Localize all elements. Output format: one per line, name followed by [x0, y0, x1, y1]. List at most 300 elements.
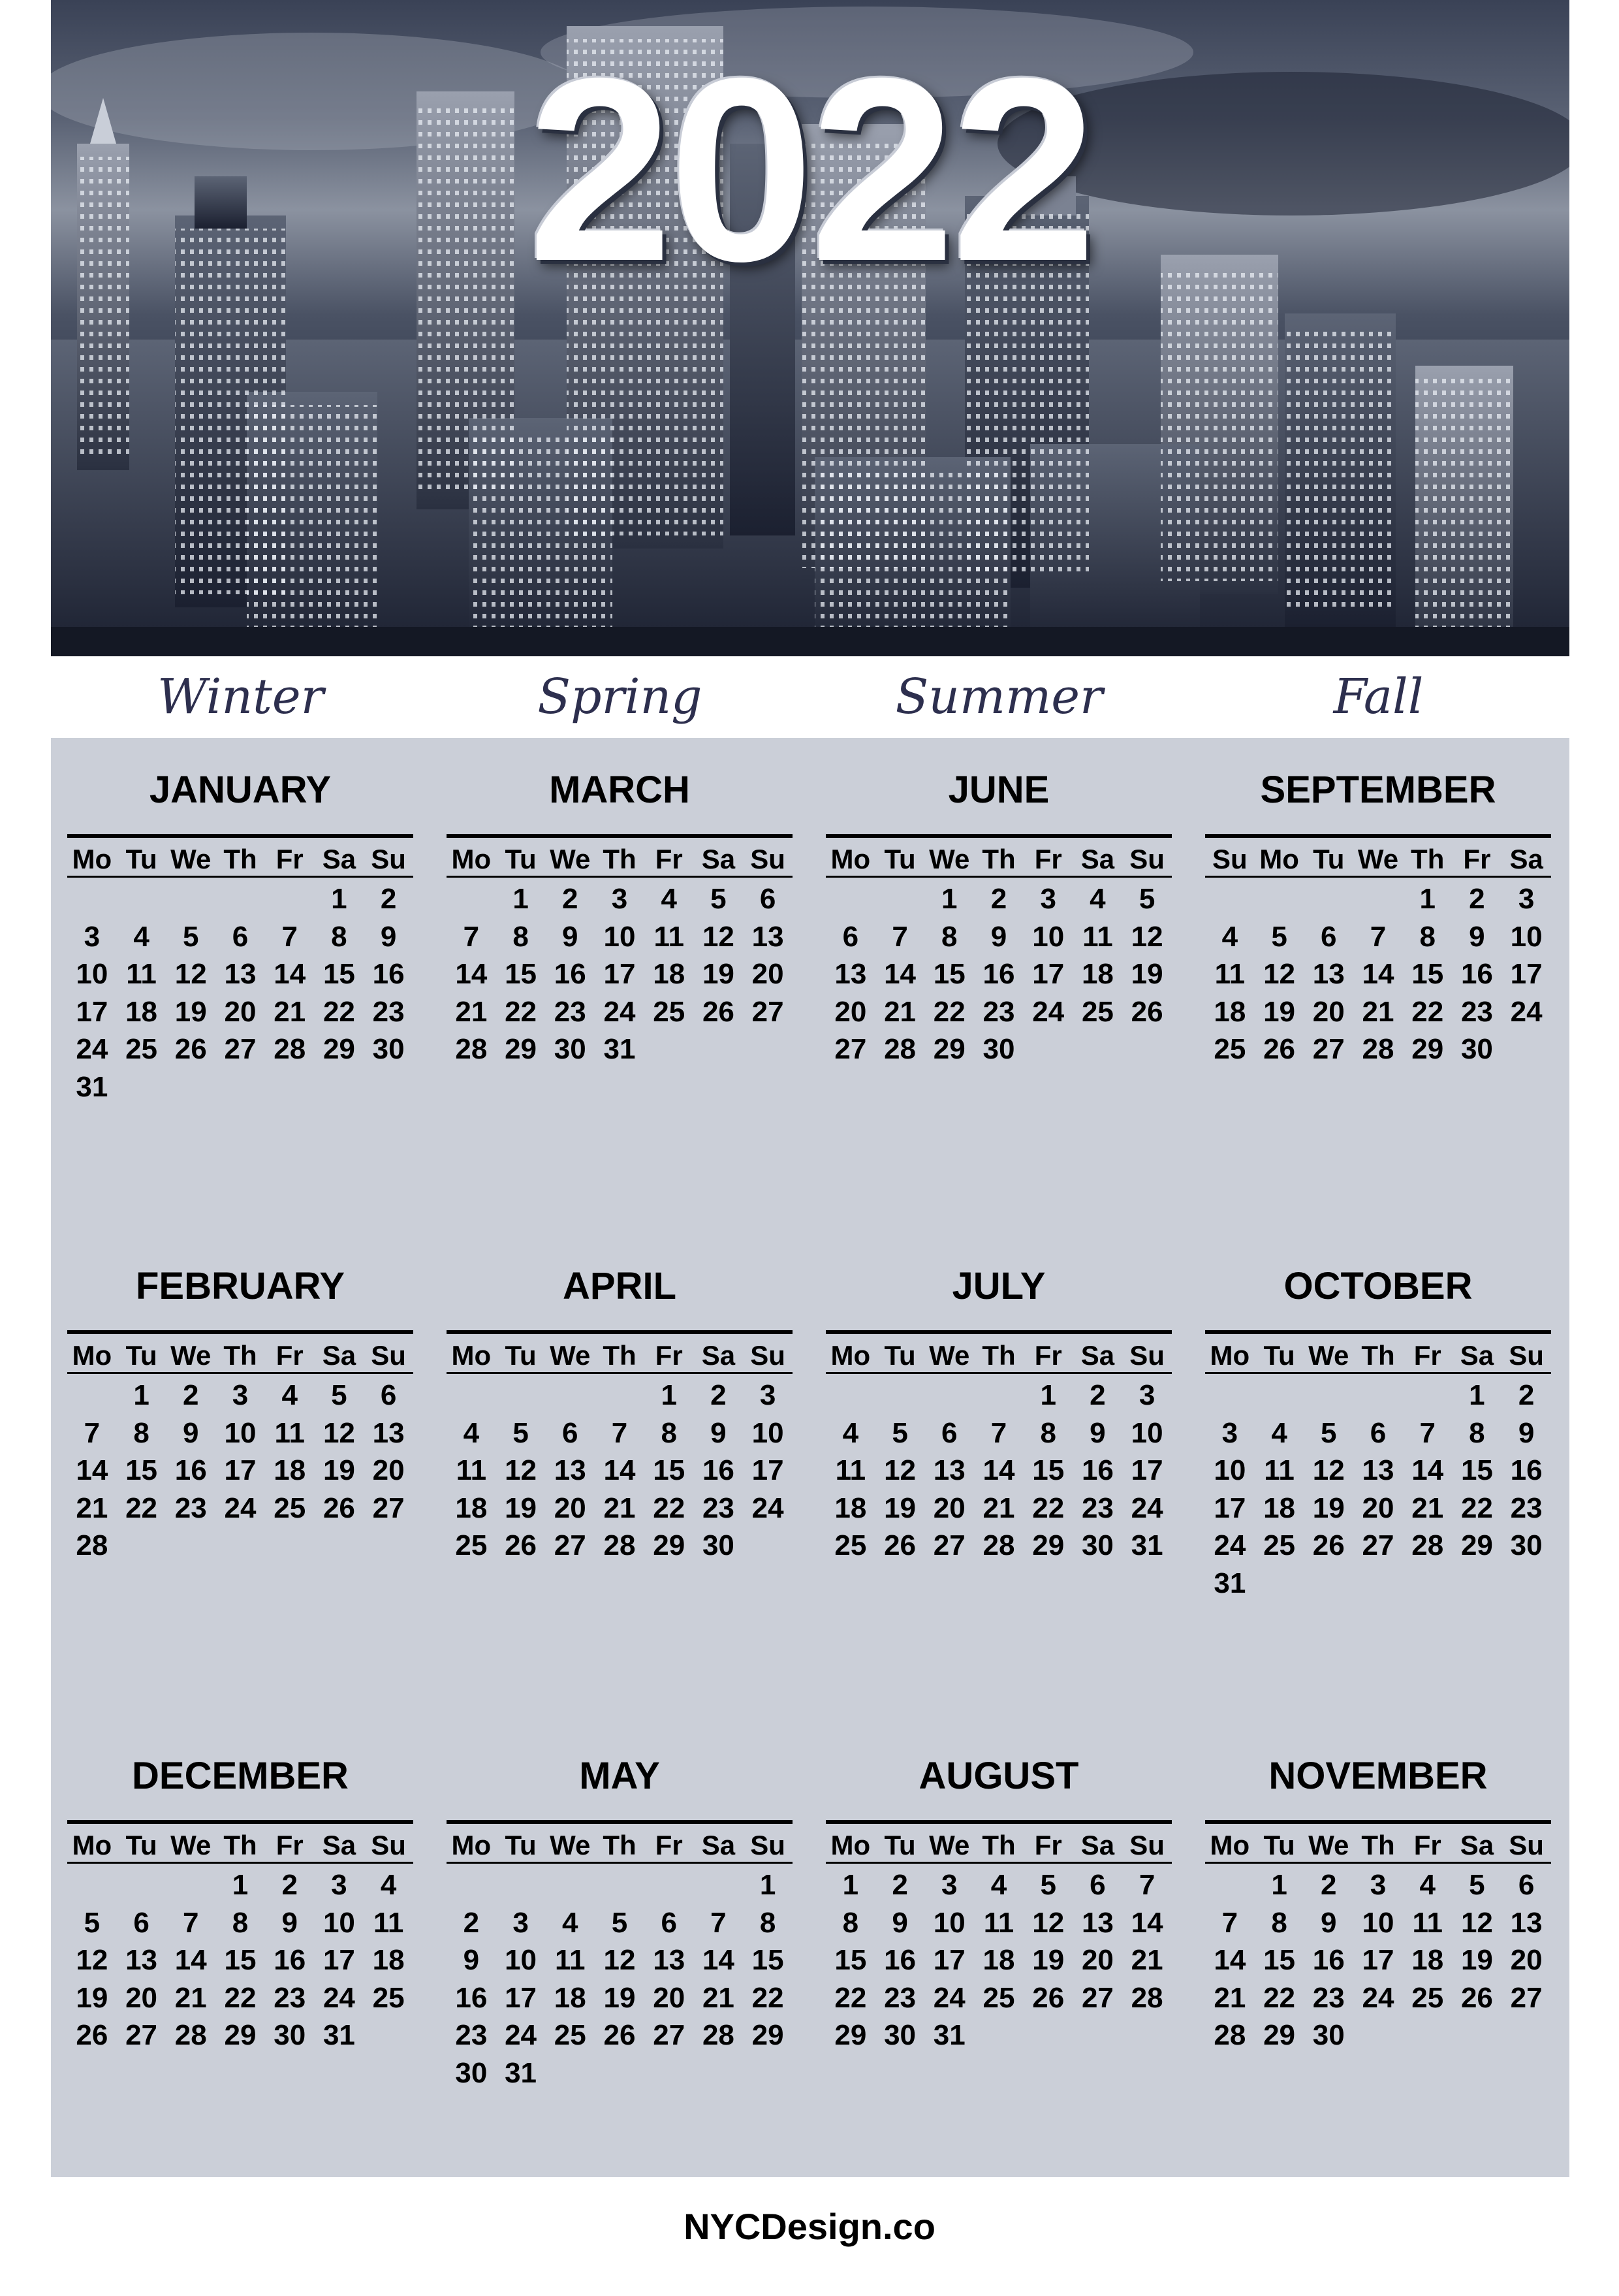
day-cell: 3	[611, 883, 628, 915]
day-cell: 30	[1312, 2019, 1345, 2051]
weekday-label: Mo	[72, 1830, 112, 1860]
day-grid	[447, 1377, 793, 1565]
day-cell: 26	[174, 1033, 207, 1065]
day-cell: 3	[1221, 1416, 1238, 1449]
weekday-label: Tu	[125, 844, 157, 874]
weekday-label: Su	[1509, 1340, 1544, 1371]
day-cell: 11	[653, 920, 684, 953]
day-cell: 3	[232, 1379, 249, 1411]
day-cell: 3	[1518, 883, 1535, 915]
day-cell: 31	[322, 2019, 355, 2051]
day-cell: 12	[1131, 920, 1163, 953]
day-cell: 26	[322, 1491, 355, 1524]
day-cell: 18	[1411, 1944, 1444, 1976]
day-cell: 28	[603, 1529, 636, 1561]
day-cell: 9	[463, 1944, 480, 1976]
month-december	[67, 1753, 413, 2054]
empty-day-cell	[166, 880, 215, 918]
day-cell: 7	[1139, 1869, 1155, 1901]
weekday-label: Mo	[830, 844, 871, 874]
day-cell: 6	[232, 920, 249, 953]
empty-day-cell	[67, 1377, 117, 1414]
day-cell: 18	[834, 1491, 867, 1524]
day-cell: 4	[562, 1906, 578, 1939]
day-cell: 29	[933, 1033, 966, 1065]
weekday-label: Fr	[655, 1830, 683, 1860]
day-cell: 15	[1411, 958, 1444, 990]
empty-day-cell	[1403, 1377, 1453, 1414]
day-cell: 8	[1469, 1416, 1485, 1449]
day-cell: 12	[505, 1454, 537, 1486]
day-cell: 24	[603, 995, 636, 1028]
day-cell: 19	[505, 1491, 537, 1524]
weekday-label: Fr	[655, 1340, 683, 1371]
day-cell: 19	[1032, 1944, 1065, 1976]
day-cell: 12	[1032, 1906, 1065, 1939]
day-grid	[826, 1377, 1172, 1565]
day-grid	[447, 880, 793, 1068]
weekday-label: Fr	[275, 1340, 304, 1371]
day-cell: 6	[1321, 920, 1337, 953]
day-cell: 25	[372, 1981, 405, 2014]
day-cell: 1	[759, 1869, 776, 1901]
day-cell: 22	[653, 1491, 685, 1524]
day-cell: 14	[1362, 958, 1394, 990]
day-cell: 14	[884, 958, 917, 990]
day-cell: 7	[1419, 1416, 1436, 1449]
day-cell: 7	[183, 1906, 199, 1939]
weekday-label: Tu	[125, 1340, 157, 1371]
day-cell: 25	[1214, 1033, 1246, 1065]
day-cell: 29	[751, 2019, 784, 2051]
day-cell: 18	[372, 1944, 405, 1976]
day-cell: 26	[603, 2019, 636, 2051]
day-cell: 5	[611, 1906, 628, 1939]
day-cell: 13	[224, 958, 257, 990]
month-name: MAY	[579, 1755, 660, 1797]
day-cell: 22	[1460, 1491, 1493, 1524]
day-cell: 3	[1040, 883, 1056, 915]
day-cell: 29	[322, 1033, 355, 1065]
weekday-label: Mo	[1210, 1340, 1250, 1371]
day-cell: 4	[1419, 1869, 1436, 1901]
day-cell: 26	[76, 2019, 108, 2051]
weekday-label: We	[1308, 1830, 1349, 1860]
weekday-label: Sa	[1460, 1830, 1494, 1860]
day-cell: 2	[990, 883, 1007, 915]
day-cell: 15	[653, 1454, 685, 1486]
day-cell: 9	[1469, 920, 1485, 953]
month-name: MARCH	[549, 769, 690, 811]
empty-day-cell	[447, 1866, 496, 1904]
weekday-label: Th	[982, 1830, 1016, 1860]
day-grid	[67, 1377, 413, 1565]
empty-day-cell	[595, 1866, 644, 1904]
weekday-label: We	[1308, 1340, 1349, 1371]
day-cell: 20	[1081, 1944, 1114, 1976]
day-cell: 15	[1263, 1944, 1296, 1976]
day-cell: 31	[603, 1033, 636, 1065]
weekday-label: Tu	[505, 1830, 537, 1860]
month-name: OCTOBER	[1283, 1265, 1473, 1307]
day-cell: 10	[505, 1944, 537, 1976]
day-cell: 29	[505, 1033, 537, 1065]
day-cell: 31	[1131, 1529, 1163, 1561]
day-cell: 29	[1032, 1529, 1065, 1561]
weekday-label: Sa	[322, 844, 356, 874]
day-cell: 5	[892, 1416, 908, 1449]
day-cell: 11	[456, 1454, 487, 1486]
weekday-header-row	[67, 1829, 413, 1864]
day-cell: 13	[933, 1454, 966, 1486]
day-cell: 20	[224, 995, 257, 1028]
month-divider	[67, 1330, 413, 1334]
day-cell: 14	[702, 1944, 734, 1976]
day-cell: 5	[1139, 883, 1155, 915]
day-cell: 25	[982, 1981, 1015, 2014]
day-cell: 20	[1312, 995, 1345, 1028]
day-cell: 27	[653, 2019, 685, 2051]
day-cell: 14	[1411, 1454, 1444, 1486]
weekday-label: Fr	[655, 844, 683, 874]
day-cell: 17	[1032, 958, 1065, 990]
empty-day-cell	[265, 880, 315, 918]
day-cell: 15	[1032, 1454, 1065, 1486]
day-cell: 4	[1221, 920, 1238, 953]
day-cell: 28	[1411, 1529, 1444, 1561]
day-cell: 15	[505, 958, 537, 990]
month-name: SEPTEMBER	[1260, 769, 1496, 811]
day-cell: 28	[455, 1033, 488, 1065]
day-cell: 28	[174, 2019, 207, 2051]
day-cell: 7	[1221, 1906, 1238, 1939]
day-cell: 4	[463, 1416, 480, 1449]
day-cell: 8	[759, 1906, 776, 1939]
day-cell: 12	[1460, 1906, 1493, 1939]
month-october	[1205, 1264, 1551, 1602]
day-cell: 3	[1370, 1869, 1387, 1901]
calendar-panel	[51, 738, 1569, 2177]
day-cell: 9	[1090, 1416, 1106, 1449]
day-cell: 30	[554, 1033, 586, 1065]
day-cell: 5	[1321, 1416, 1337, 1449]
day-cell: 7	[281, 920, 298, 953]
weekday-header-row	[826, 843, 1172, 878]
weekday-header-row	[1205, 843, 1551, 878]
day-cell: 9	[1321, 1906, 1337, 1939]
day-cell: 22	[505, 995, 537, 1028]
day-cell: 20	[653, 1981, 685, 2014]
day-cell: 25	[653, 995, 685, 1028]
empty-day-cell	[447, 880, 496, 918]
month-march	[447, 767, 793, 1068]
day-cell: 11	[983, 1906, 1014, 1939]
empty-day-cell	[215, 880, 265, 918]
day-cell: 6	[661, 1906, 677, 1939]
weekday-label: Su	[750, 1340, 785, 1371]
month-divider	[67, 1820, 413, 1824]
day-cell: 2	[183, 1379, 199, 1411]
day-cell: 16	[372, 958, 405, 990]
day-cell: 11	[1412, 1906, 1443, 1939]
day-cell: 1	[661, 1379, 677, 1411]
weekday-label: Sa	[1080, 844, 1115, 874]
day-cell: 15	[834, 1944, 867, 1976]
empty-day-cell	[1205, 880, 1255, 918]
day-cell: 11	[373, 1906, 404, 1939]
day-cell: 20	[1510, 1944, 1543, 1976]
day-cell: 14	[455, 958, 488, 990]
weekday-label: Tu	[1263, 1340, 1295, 1371]
day-cell: 15	[933, 958, 966, 990]
weekday-label: We	[1357, 844, 1399, 874]
day-cell: 19	[1263, 995, 1296, 1028]
day-cell: 9	[281, 1906, 298, 1939]
season-fall: Fall	[1333, 669, 1424, 725]
day-cell: 3	[512, 1906, 529, 1939]
day-cell: 30	[982, 1033, 1015, 1065]
day-cell: 22	[834, 1981, 867, 2014]
month-divider	[1205, 1820, 1551, 1824]
day-cell: 2	[1090, 1379, 1106, 1411]
month-name: JANUARY	[149, 769, 332, 811]
empty-day-cell	[1255, 1377, 1304, 1414]
day-cell: 12	[603, 1944, 636, 1976]
day-cell: 7	[463, 920, 480, 953]
day-cell: 14	[274, 958, 306, 990]
day-cell: 6	[1518, 1869, 1535, 1901]
month-august	[826, 1753, 1172, 2054]
day-cell: 8	[941, 920, 958, 953]
day-cell: 31	[933, 2019, 966, 2051]
day-cell: 19	[76, 1981, 108, 2014]
month-divider	[447, 834, 793, 838]
day-cell: 18	[653, 958, 685, 990]
day-cell: 16	[1312, 1944, 1345, 1976]
weekday-label: Su	[371, 844, 406, 874]
day-cell: 27	[834, 1033, 867, 1065]
day-cell: 5	[1271, 920, 1287, 953]
month-january	[67, 767, 413, 1106]
day-cell: 6	[562, 1416, 578, 1449]
season-spring: Spring	[537, 669, 702, 725]
day-cell: 3	[941, 1869, 958, 1901]
season-labels	[51, 656, 1569, 738]
weekday-header-row	[826, 1339, 1172, 1374]
day-cell: 23	[702, 1491, 734, 1524]
empty-day-cell	[974, 1377, 1024, 1414]
day-cell: 14	[603, 1454, 636, 1486]
day-cell: 27	[554, 1529, 586, 1561]
day-cell: 22	[1032, 1491, 1065, 1524]
weekday-header-row	[447, 843, 793, 878]
day-cell: 25	[125, 1033, 158, 1065]
weekday-header-row	[67, 1339, 413, 1374]
day-cell: 11	[126, 958, 157, 990]
weekday-label: We	[929, 844, 970, 874]
weekday-label: Sa	[701, 1340, 736, 1371]
day-cell: 12	[322, 1416, 355, 1449]
day-cell: 19	[884, 1491, 917, 1524]
day-cell: 13	[653, 1944, 685, 1976]
day-cell: 21	[702, 1981, 734, 2014]
day-cell: 21	[603, 1491, 636, 1524]
day-cell: 31	[505, 2056, 537, 2089]
empty-day-cell	[826, 1377, 875, 1414]
day-cell: 7	[1370, 920, 1387, 953]
day-cell: 26	[1263, 1033, 1296, 1065]
day-grid	[826, 880, 1172, 1068]
day-cell: 26	[505, 1529, 537, 1561]
weekday-label: Sa	[322, 1830, 356, 1860]
weekday-label: Th	[603, 1830, 637, 1860]
month-name: APRIL	[563, 1265, 676, 1307]
weekday-label: Su	[1129, 1830, 1165, 1860]
day-cell: 21	[274, 995, 306, 1028]
weekday-label: Fr	[1413, 1340, 1441, 1371]
weekday-label: Th	[603, 1340, 637, 1371]
day-cell: 9	[183, 1416, 199, 1449]
day-cell: 12	[702, 920, 734, 953]
day-cell: 2	[380, 883, 397, 915]
weekday-label: Sa	[1080, 1340, 1115, 1371]
day-cell: 5	[331, 1379, 347, 1411]
weekday-label: Fr	[275, 844, 304, 874]
day-cell: 16	[702, 1454, 734, 1486]
day-cell: 18	[455, 1491, 488, 1524]
day-cell: 4	[380, 1869, 397, 1901]
empty-day-cell	[875, 880, 925, 918]
weekday-label: We	[170, 1830, 212, 1860]
day-cell: 17	[751, 1454, 784, 1486]
weekday-label: Mo	[72, 844, 112, 874]
day-cell: 1	[1040, 1379, 1056, 1411]
month-november	[1205, 1753, 1551, 2054]
day-cell: 8	[1419, 920, 1436, 953]
weekday-header-row	[447, 1829, 793, 1864]
day-cell: 8	[232, 1906, 249, 1939]
day-cell: 12	[1312, 1454, 1345, 1486]
day-cell: 20	[834, 995, 867, 1028]
weekday-label: Th	[982, 844, 1016, 874]
day-cell: 19	[1312, 1491, 1345, 1524]
day-cell: 21	[455, 995, 488, 1028]
day-cell: 28	[1362, 1033, 1394, 1065]
day-cell: 23	[1460, 995, 1493, 1028]
day-cell: 5	[710, 883, 727, 915]
weekday-label: Th	[223, 1340, 257, 1371]
day-cell: 20	[751, 958, 784, 990]
weekday-label: We	[550, 1340, 591, 1371]
weekday-label: Tu	[1263, 1830, 1295, 1860]
day-cell: 4	[281, 1379, 298, 1411]
day-cell: 27	[125, 2019, 158, 2051]
day-cell: 19	[174, 995, 207, 1028]
empty-day-cell	[67, 1866, 117, 1904]
day-cell: 21	[1214, 1981, 1246, 2014]
day-cell: 16	[174, 1454, 207, 1486]
weekday-header-row	[1205, 1339, 1551, 1374]
day-cell: 15	[125, 1454, 158, 1486]
month-name: NOVEMBER	[1268, 1755, 1488, 1797]
day-cell: 20	[933, 1491, 966, 1524]
day-cell: 30	[1460, 1033, 1493, 1065]
weekday-label: Mo	[451, 1340, 492, 1371]
weekday-label: Su	[750, 1830, 785, 1860]
day-cell: 1	[331, 883, 347, 915]
day-cell: 14	[982, 1454, 1015, 1486]
day-cell: 17	[1131, 1454, 1163, 1486]
day-cell: 17	[603, 958, 636, 990]
day-cell: 3	[84, 920, 101, 953]
day-cell: 13	[751, 920, 784, 953]
weekday-label: Th	[982, 1340, 1016, 1371]
day-cell: 18	[982, 1944, 1015, 1976]
day-cell: 23	[455, 2019, 488, 2051]
day-cell: 23	[554, 995, 586, 1028]
day-cell: 22	[322, 995, 355, 1028]
year-title: 2022	[527, 24, 1093, 315]
empty-day-cell	[1353, 1377, 1403, 1414]
day-cell: 16	[274, 1944, 306, 1976]
day-cell: 29	[653, 1529, 685, 1561]
day-cell: 5	[84, 1906, 101, 1939]
weekday-label: We	[170, 844, 212, 874]
day-cell: 26	[884, 1529, 917, 1561]
weekday-label: Mo	[451, 1830, 492, 1860]
day-cell: 16	[455, 1981, 488, 2014]
day-cell: 23	[884, 1981, 917, 2014]
day-cell: 11	[555, 1944, 586, 1976]
day-cell: 26	[1460, 1981, 1493, 2014]
day-cell: 6	[941, 1416, 958, 1449]
day-cell: 14	[174, 1944, 207, 1976]
month-name: FEBRUARY	[135, 1265, 345, 1307]
day-cell: 29	[834, 2019, 867, 2051]
day-cell: 2	[1518, 1379, 1535, 1411]
day-cell: 15	[1460, 1454, 1493, 1486]
day-cell: 13	[1312, 958, 1345, 990]
empty-day-cell	[496, 1866, 546, 1904]
day-cell: 24	[76, 1033, 108, 1065]
day-cell: 30	[455, 2056, 488, 2089]
day-cell: 23	[174, 1491, 207, 1524]
month-divider	[826, 834, 1172, 838]
weekday-label: We	[550, 844, 591, 874]
weekday-label: Tu	[505, 844, 537, 874]
day-cell: 12	[1263, 958, 1296, 990]
day-cell: 13	[554, 1454, 586, 1486]
day-cell: 8	[661, 1416, 677, 1449]
month-divider	[1205, 834, 1551, 838]
weekday-label: Th	[1361, 1830, 1395, 1860]
day-cell: 4	[1271, 1416, 1287, 1449]
weekday-header-row	[67, 843, 413, 878]
day-cell: 25	[455, 1529, 488, 1561]
day-grid	[826, 1866, 1172, 2054]
day-cell: 18	[1214, 995, 1246, 1028]
day-cell: 21	[1411, 1491, 1444, 1524]
weekday-label: Fr	[1034, 844, 1062, 874]
day-cell: 1	[941, 883, 958, 915]
day-cell: 22	[933, 995, 966, 1028]
weekday-label: Sa	[701, 1830, 736, 1860]
weekday-label: Su	[1212, 844, 1248, 874]
month-divider	[447, 1330, 793, 1334]
day-cell: 21	[1362, 995, 1394, 1028]
day-cell: 11	[1082, 920, 1113, 953]
day-cell: 7	[990, 1416, 1007, 1449]
